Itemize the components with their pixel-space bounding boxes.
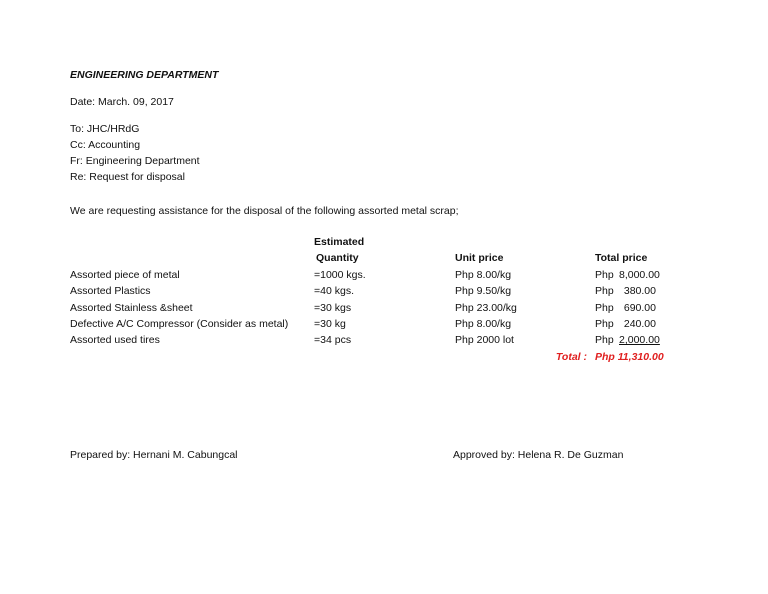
header-quantity: Quantity xyxy=(316,252,359,265)
currency-label: Php xyxy=(595,334,614,347)
table-total-row xyxy=(70,351,675,367)
intro-text: We are requesting assistance for the disposal of the following assorted metal scrap; xyxy=(70,205,459,217)
table-row xyxy=(70,334,675,350)
item-unit-price: Php 8.00/kg xyxy=(455,317,512,330)
table-header-row xyxy=(70,236,675,252)
memo-from: Fr: Engineering Department xyxy=(70,155,200,167)
item-name: Assorted Stainless &sheet xyxy=(70,301,193,314)
table-row xyxy=(70,269,675,285)
memo-to: To: JHC/HRdG xyxy=(70,123,140,135)
item-name: Defective A/C Compressor (Consider as metal) xyxy=(70,317,289,330)
approved-by: Approved by: Helena R. De Guzman xyxy=(453,449,624,461)
total-value: 380.00 xyxy=(623,285,656,298)
memo-cc: Cc: Accounting xyxy=(70,139,141,151)
item-quantity: =1000 kgs. xyxy=(314,268,366,281)
table-row xyxy=(70,302,675,318)
item-name: Assorted Plastics xyxy=(70,285,151,298)
header-total-price: Total price xyxy=(595,252,648,265)
currency-label: Php xyxy=(595,285,614,298)
item-unit-price: Php 8.00/kg xyxy=(455,268,512,281)
item-total xyxy=(595,302,675,318)
memo-date: Date: March. 09, 2017 xyxy=(70,96,174,108)
item-unit-price: Php 9.50/kg xyxy=(455,285,512,298)
department-title: ENGINEERING DEPARTMENT xyxy=(70,69,219,81)
item-unit-price: Php 23.00/kg xyxy=(455,301,517,314)
currency-label: Php xyxy=(595,317,614,330)
total-label: Total : xyxy=(555,350,587,363)
total-value: 2,000.00 xyxy=(619,334,660,347)
header-estimated: Estimated xyxy=(314,236,365,248)
item-quantity: =30 kgs xyxy=(314,301,352,314)
table-row xyxy=(70,318,675,334)
item-name: Assorted used tires xyxy=(70,334,160,347)
item-total xyxy=(595,269,675,285)
item-quantity: =30 kg xyxy=(314,317,346,330)
total-value: 8,000.00 xyxy=(619,268,660,281)
item-quantity: =34 pcs xyxy=(314,334,352,347)
table-header-row xyxy=(70,252,675,268)
item-name: Assorted piece of metal xyxy=(70,268,180,281)
item-quantity: =40 kgs. xyxy=(314,285,354,298)
item-total xyxy=(595,318,675,334)
total-value: 240.00 xyxy=(623,317,656,330)
grand-total: Php 11,310.00 xyxy=(595,350,664,363)
total-value: 690.00 xyxy=(623,301,656,314)
prepared-by: Prepared by: Hernani M. Cabungcal xyxy=(70,449,238,461)
memo-subject: Re: Request for disposal xyxy=(70,171,185,183)
currency-label: Php xyxy=(595,301,614,314)
item-unit-price: Php 2000 lot xyxy=(455,334,514,347)
item-total xyxy=(595,334,675,350)
item-total xyxy=(595,285,675,301)
disposal-table xyxy=(70,236,675,367)
header-unit-price: Unit price xyxy=(455,252,504,265)
table-row xyxy=(70,285,675,301)
currency-label: Php xyxy=(595,268,614,281)
